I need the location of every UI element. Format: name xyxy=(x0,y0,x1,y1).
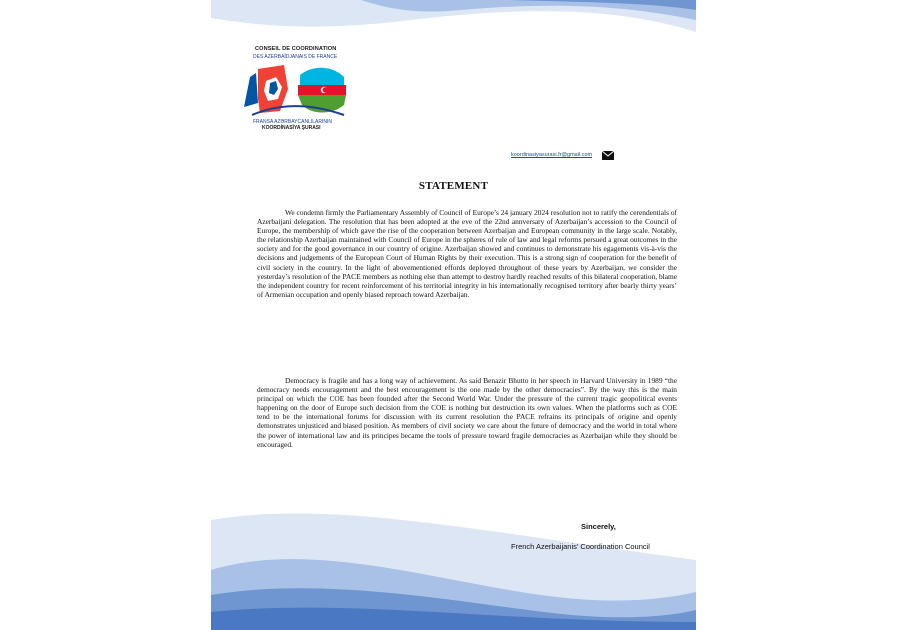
contact-email-link[interactable]: koordinasiyasurasi.fr@gmail.com xyxy=(511,152,593,158)
signature-text: French Azerbaijanis’ Coordination Council xyxy=(511,542,650,551)
document-page xyxy=(211,0,696,630)
logo-title-az: FRANSA AZƏRBAYCANLILARININ xyxy=(253,119,332,125)
statement-title: STATEMENT xyxy=(418,180,489,192)
closing-text: Sincerely, xyxy=(581,522,616,531)
france-azerbaijan-map-icon xyxy=(240,59,352,119)
logo-subtitle-az: KOORDİNASİYA ŞURASI xyxy=(262,125,321,131)
organization-logo xyxy=(240,45,352,135)
logo-title-fr: CONSEIL DE COORDINATION xyxy=(255,46,337,52)
footer-wave-decoration xyxy=(211,500,696,630)
statement-paragraph-2: Democracy is fragile and has a long way of achievement. As said Benazir Bhutto in her speech in Harvard University in 1989 “the democracy needs encouragement and the best encouragement is the one made by the other democracies”. By the way this is the main principal on which the COE has been founded after the Second World War. Under the pressure of the current tragic geopolitical events happening on the door of Europe such decision from the COE is nothing but destruction its own values. When the platforms such as COE tend to be the international forums for discussion with its current resolution the PACE refrains its principals of origine and openly demonstrates unjusticed and biased position. As members of civil society we care about the future of democracy and the world in total where the power of international law and its principes became the tools of pressure toward fragile democracies as Azerbaijan while they should be encouraged. xyxy=(257,376,677,449)
logo-subtitle-fr: DES AZERBAÏDJANAIS DE FRANCE xyxy=(253,54,338,60)
statement-paragraph-1: We condemn firmly the Parliamentary Assembly of Council of Europe’s 24 january 2024 resolution not to ratify the cerendentials of Azerbaijani delegation. The resolution that has been adopted at the eve of the 22nd annversary of Azerbaijan’s accession to the Council of Europe, the membership of which gave the rise of the cooperation between Azerbaijan and European community in the large scale. Notably, the relationship Azerbaijan maintained with Council of Europe in the spheres of rule of law and legal reforms persued a great outcomes in the society and for the good governance in our country of origine. Azerbaijan showed and continues to demonstrate his egagements vis-à-vis the decisions and judgements of the European Court of Human Rights by their execution. This is a strong sign of cooperation for the benefit of civil society in the country. In the light of abovementioned effords deployed throughout of these years by Azerbaijan, we consider the yesterday’s resolution of the PACE members as nothing else than attempt to destroy hardly reached results of this bilateral cooperation, blame the independent country for recent reinforcement of his territorial integrity in his internationally recognised territory after bearly thirty years’ of Armenian occupation and openly biased reproach toward Azerbaijan. xyxy=(257,208,677,299)
envelope-icon xyxy=(602,151,614,160)
contact-row xyxy=(511,148,614,162)
